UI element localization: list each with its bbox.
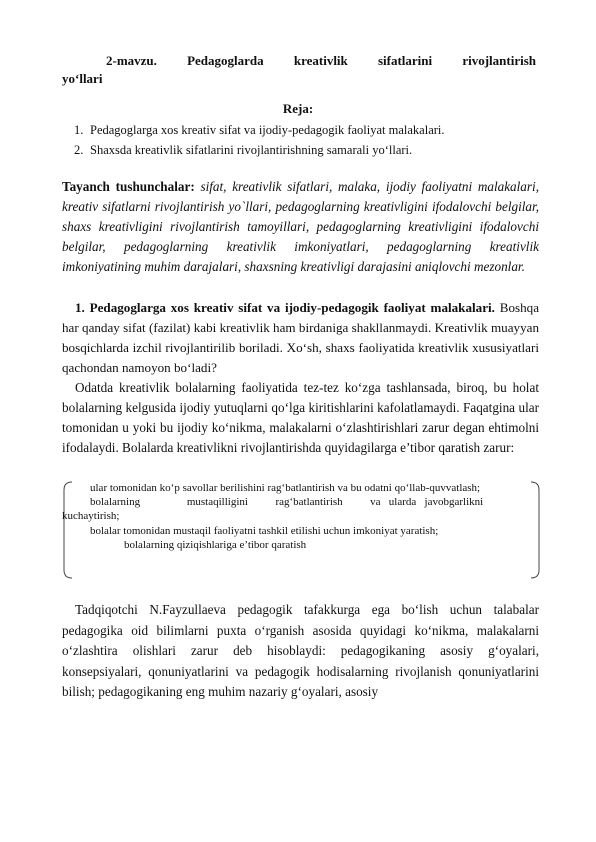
recommendation-item: ular tomonidan ko‘p savollar berilishini rag‘batlantirish va bu odatni qo‘llab-quvvatlash; [90,482,481,494]
section-1-heading: 1. Pedagoglarga xos kreativ sifat va ijodiy-pedagogik faoliyat malakalari. [75,300,495,315]
plan-list [74,120,445,160]
paragraph-2: Odatda kreativlik bolalarning faoliyatida tez-tez ko‘zga tashlansada, biroq, bu holat bolalarning kelgusida ijodiy yutuqlarni qo‘lga kiritishlarini kafolatlamaydi. Faqatgina ular tomonidan u yoki bu ijodiy ko‘nikma, malakalarni o‘zlashtirishlari zarur degan ehtimolni ifodalaydi. Bolalarda kreativlikni rivojlantirishda quyidagilarga e’tibor qaratish zarur: [62,380,539,455]
key-concepts-text: sifat, kreativlik sifatlari, malaka, ijodiy faoliyatni malakalari, kreativ sifatlarni rivojlantirish yo`llari, pedagoglarning kreativligini ifodalovchi belgilar, shaxs kreativligini rivojlantirish tamoyillari, pedagoglarning kreativligini ifodalovchi belgilar, pedagoglarning kreativlik imkoniyatlari, pedagoglarning kreativlik imkoniyatining muhim darajalari, shaxsning kreativligi darajasini aniqlovchi mezonlar. [62,179,539,274]
plan-item [74,120,445,140]
key-concepts-paragraph [62,177,539,277]
plan-title: Reja: [282,101,314,116]
recommendation-item: bolalarning mustaqilligini rag‘batlantirish va ularda javobgarlikni [90,496,484,508]
section-1-text: Boshqa har qanday sifat (fazilat) kabi kreativlik ham birdaniga shakllanmaydi. Kreativlik muayyan bosqichlarda izchil rivojlantirilib boriladi. Xo‘sh, shaxs faoliyatida kreativlik xususiyatlari qachondan namoyon bo‘ladi? [62,300,539,375]
plan-item-number: 2. [74,143,84,157]
plan-item-number: 1. [74,123,84,137]
key-concepts-label: Tayanch tushunchalar: [62,179,195,194]
plan-item-text: Shaxsda kreativlik sifatlarini rivojlantirishning samarali yo‘llari. [90,143,413,157]
topic-heading-continued: yo‘llari [62,71,103,86]
topic-heading: 2-mavzu. Pedagoglarda kreativlik sifatlarini rivojlantirish [106,53,536,68]
paragraph-3: Tadqiqotchi N.Fayzullaeva pedagogik tafakkurga ega bo‘lish uchun talabalar pedagogika oid bilimlarni puxta o‘rganish asosida quyidagi ko‘nikma, malakalarni o‘zlashtira olishlari zarur deb hisoblaydi: pedagogikaning asosiy g‘oyalari, konsepsiyalari, qonuniyatlarini va pedagogik hodisalarning rivojlanish qonuniyatlarini bilish; pedagogikaning eng muhim nazariy g‘oyalari, asosiy [62,602,539,699]
plan-item [74,140,445,160]
recommendations-box [62,480,541,580]
recommendation-item: bolalar tomonidan mustaqil faoliyatni tashkil etilishi uchun imkoniyat yaratish; [90,525,439,537]
section-1-paragraph [62,298,539,378]
recommendation-item-continued: kuchaytirish; [62,510,120,522]
plan-item-text: Pedagoglarga xos kreativ sifat va ijodiy-pedagogik faoliyat malakalari. [90,123,445,137]
recommendation-item: bolalarning qiziqishlariga e’tibor qaratish [124,539,307,551]
